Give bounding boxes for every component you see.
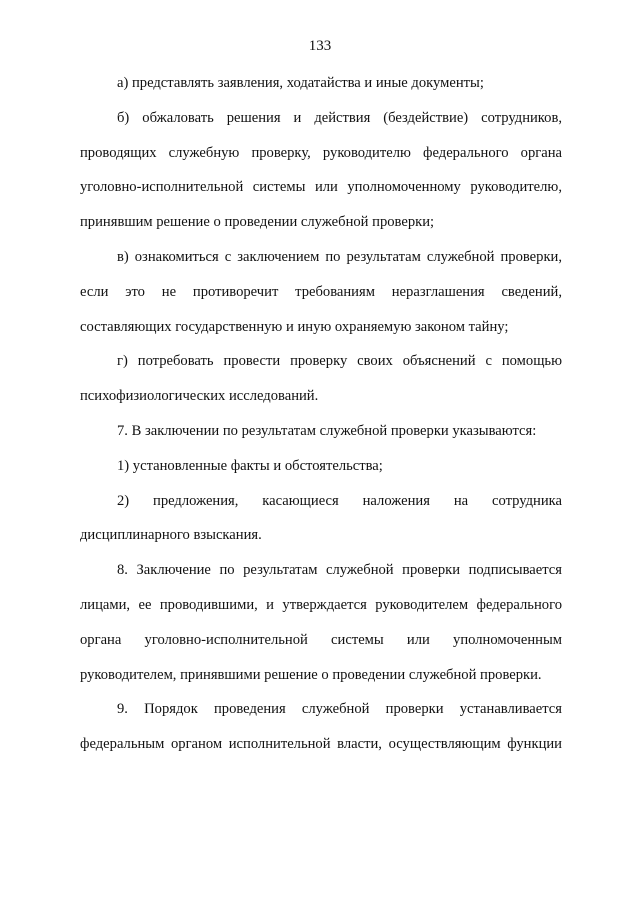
paragraph-v: в) ознакомиться с заключением по результатам служебной проверки, если это не противоречит требованиям неразглашения сведений, составляющих государственную и иную охраняемую законом тайну; — [80, 248, 562, 335]
paragraph-7-1: 1) установленные факты и обстоятельства; — [117, 457, 383, 474]
paragraph-7: 7. В заключении по результатам служебной проверки указываются: — [117, 422, 537, 439]
document-body — [80, 66, 562, 762]
paragraph-g: г) потребовать провести проверку своих объяснений с помощью психофизиологических исследований. — [80, 353, 562, 405]
paragraph-b: б) обжаловать решения и действия (бездействие) сотрудников, проводящих служебную проверку, руководителю федерального органа уголовно-исполнительной системы или уполномоченному руководителю, принявшим решение о проведении служебной проверки; — [80, 109, 562, 231]
paragraph-9: 9. Порядок проведения служебной проверки устанавливается федеральным органом исполнительной власти, осуществляющим функции — [80, 701, 562, 753]
paragraph-8: 8. Заключение по результатам служебной проверки подписывается лицами, ее проводившими, и утверждается руководителем федерального органа уголовно-исполнительной системы или уполномоченным руководителем, принявшими решение о проведении служебной проверки. — [80, 562, 562, 683]
paragraph-7-2: 2) предложения, касающиеся наложения на сотрудника дисциплинарного взыскания. — [80, 492, 562, 544]
page-number: 133 — [308, 38, 332, 54]
paragraph-a: а) представлять заявления, ходатайства и иные документы; — [117, 75, 484, 91]
